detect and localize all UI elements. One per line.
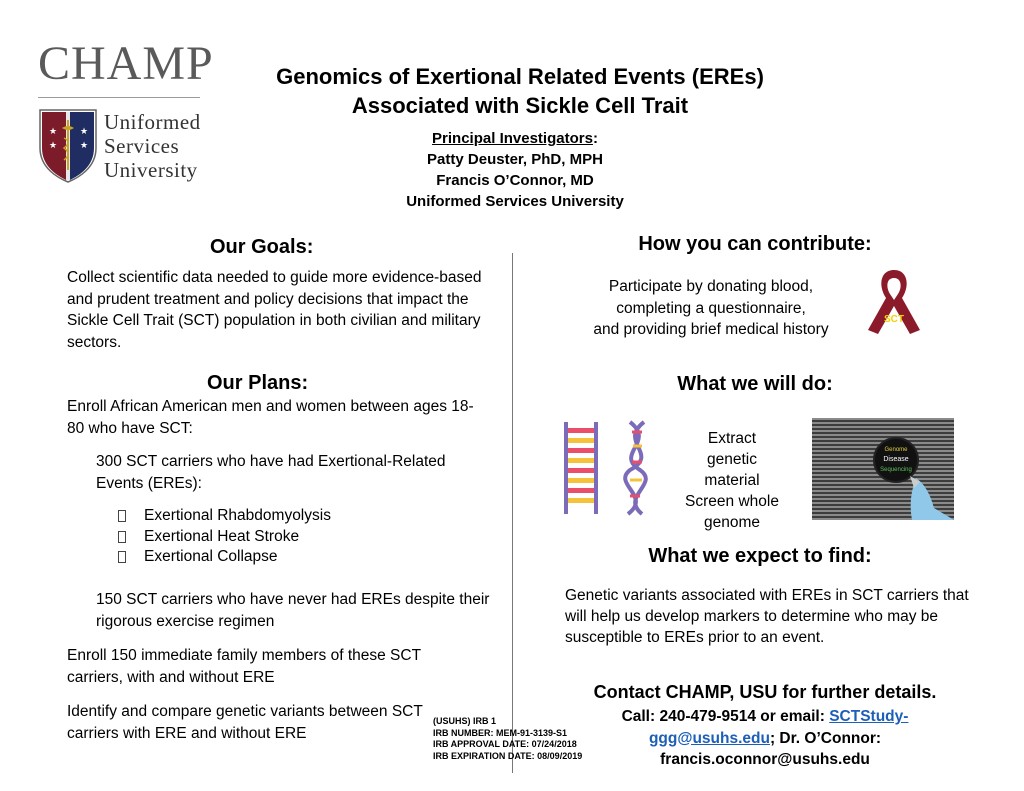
call-text: Call: 240-479-9514 or email: (621, 708, 830, 725)
investigators-heading: Principal Investigators (432, 130, 593, 147)
usu-line-1: Uniformed (104, 110, 201, 134)
usu-wordmark (104, 110, 201, 182)
identify-variants-text: Identify and compare genetic variants between SCT carriers with ERE and without ERE (67, 703, 423, 742)
study-email-link[interactable]: SCTStudy- (829, 708, 909, 725)
investigator-affiliation: Uniformed Services University (406, 193, 624, 210)
list-item-label: Exertional Heat Stroke (144, 527, 300, 545)
genome-label: Disease (883, 456, 909, 463)
contribute-line: completing a questionnaire, (616, 299, 806, 317)
genome-sequence-icon (812, 418, 954, 520)
column-divider (512, 253, 513, 773)
goals-heading: Our Goals: (210, 236, 314, 258)
investigators-colon: : (592, 130, 598, 147)
will-do-line: material (704, 472, 760, 489)
oconnor-email: francis.oconnor@usuhs.edu (660, 751, 870, 768)
usu-line-2: Services (104, 134, 180, 158)
list-item (118, 506, 331, 527)
investigator-name: Francis O’Connor, MD (436, 172, 594, 189)
investigators-heading-row (330, 128, 700, 149)
contribute-line: and providing brief medical history (593, 321, 829, 338)
goals-text: Collect scientific data needed to guide more evidence-based and prudent treatment and policy decisions that impact the Sickle Cell Trait (SCT) population in both civilian and military sectors. (67, 269, 482, 351)
contribute-text (566, 276, 856, 341)
ere-list (118, 506, 331, 568)
genome-screen-image (812, 418, 954, 520)
irb-line: IRB NUMBER: MEM-91-3139-S1 (433, 727, 568, 738)
investigators-block (330, 128, 700, 212)
will-do-line: genome (703, 514, 760, 531)
plans-enroll-text: Enroll African American men and women between ages 18-80 who have SCT: (67, 398, 474, 437)
will-do-text (672, 428, 792, 533)
contact-heading: Contact CHAMP, USU for further details. (593, 682, 937, 702)
list-item (118, 527, 331, 548)
svg-text:★: ★ (80, 140, 89, 150)
usu-line-3: University (104, 158, 198, 182)
title-line-1: Genomics of Exertional Related Events (EREs) (276, 64, 764, 89)
study-email-link[interactable]: ggg@usuhs.edu (648, 729, 770, 747)
logo-divider (38, 97, 200, 98)
ribbon-label: SCT (884, 314, 904, 325)
will-do-line: genetic (707, 451, 757, 468)
will-do-line: Extract (707, 430, 757, 447)
genome-label: Sequencing (880, 467, 912, 473)
contribute-heading: How you can contribute: (638, 233, 872, 255)
irb-line: IRB EXPIRATION DATE: 08/09/2019 (433, 750, 583, 761)
will-do-heading: What we will do: (677, 373, 833, 395)
list-item (118, 547, 331, 568)
bullet-icon (118, 531, 126, 543)
dna-icon (560, 418, 663, 518)
bullet-icon (118, 551, 126, 563)
carriers-none-text: 150 SCT carriers who have never had EREs despite their rigorous exercise regimen (96, 591, 490, 630)
investigator-name: Patty Deuster, PhD, MPH (427, 151, 603, 168)
sct-ribbon-icon (858, 264, 930, 340)
family-members-text: Enroll 150 immediate family members of these SCT carriers, with and without ERE (67, 647, 421, 686)
svg-text:★: ★ (49, 140, 58, 150)
carriers-ere-text: 300 SCT carriers who have had Exertional-Related Events (EREs): (96, 453, 446, 492)
will-do-line: Screen whole (685, 493, 779, 510)
title-line-2: Associated with Sickle Cell Trait (351, 93, 689, 118)
contribute-line: Participate by donating blood, (608, 278, 814, 295)
page-title (200, 62, 840, 120)
irb-line: IRB APPROVAL DATE: 07/24/2018 (433, 739, 577, 749)
genome-label: Genome (884, 447, 908, 453)
expect-text: Genetic variants associated with EREs in SCT carriers that will help us develop markers to determine who may be susceptible to EREs prior to an event. (565, 587, 969, 646)
svg-text:★: ★ (80, 126, 89, 136)
list-item-label: Exertional Rhabdomyolysis (144, 507, 331, 524)
usu-shield-icon (38, 108, 98, 184)
champ-logo-text: CHAMP (38, 37, 214, 90)
list-item-label: Exertional Collapse (144, 548, 278, 565)
oconnor-label: ; Dr. O’Connor: (769, 729, 882, 747)
plans-heading: Our Plans: (207, 372, 309, 394)
irb-line: (USUHS) IRB 1 (433, 716, 497, 726)
contact-details (560, 706, 970, 771)
expect-heading: What we expect to find: (648, 545, 872, 567)
bullet-icon (118, 510, 126, 522)
svg-text:★: ★ (49, 126, 58, 136)
